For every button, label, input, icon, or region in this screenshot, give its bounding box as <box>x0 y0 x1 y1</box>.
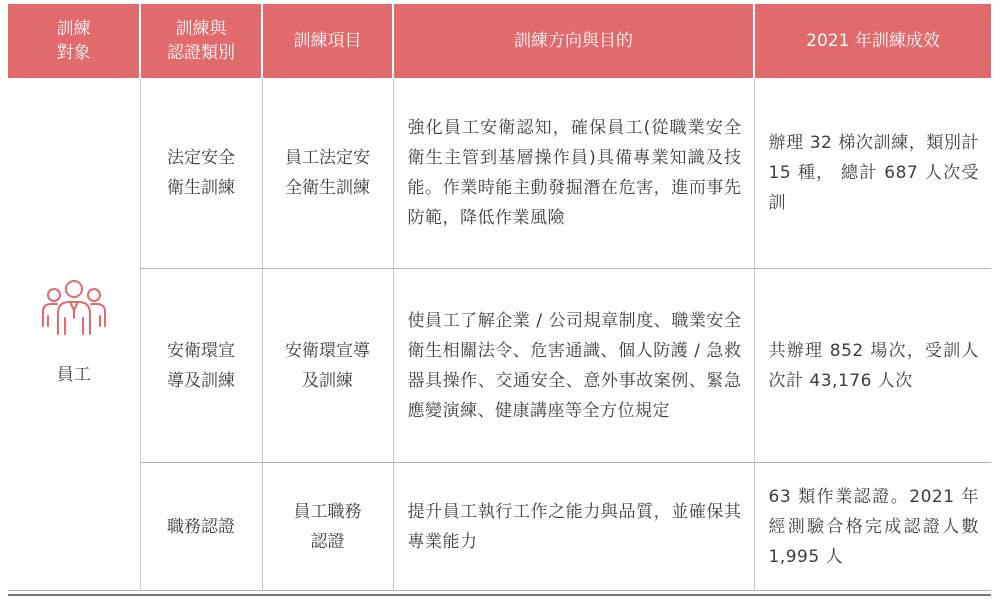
purpose-cell: 提升員工執行工作之能力與品質，並確保其專業能力 <box>393 463 754 591</box>
result-cell: 共辦理 852 場次，受訓人次計 43,176 人次 <box>754 269 991 463</box>
item-cell: 安衛環宣導 及訓練 <box>262 269 393 463</box>
category-cell: 法定安全 衛生訓練 <box>140 78 262 269</box>
table-header-row <box>8 4 991 78</box>
table-row <box>8 463 991 591</box>
result-cell: 辦理 32 梯次訓練，類別計 15 種， 總計 687 人次受訓 <box>754 78 991 269</box>
header-item: 訓練項目 <box>262 4 393 78</box>
people-group-icon <box>39 278 109 338</box>
training-table-container <box>8 4 991 596</box>
item-cell: 員工法定安 全衛生訓練 <box>262 78 393 269</box>
item-cell: 員工職務 認證 <box>262 463 393 591</box>
purpose-cell: 使員工了解企業 / 公司規章制度、職業安全衛生相關法令、危害通識、個人防護 / 急救器具操作、交通安全、意外事故案例、緊急應變演練、健康講座等全方位規定 <box>393 269 754 463</box>
category-cell: 職務認證 <box>140 463 262 591</box>
header-purpose: 訓練方向與目的 <box>393 4 754 78</box>
table-row <box>8 78 991 269</box>
table-bottom-border <box>8 594 991 596</box>
target-cell <box>8 78 140 591</box>
training-table <box>8 4 991 591</box>
target-label: 員工 <box>56 365 91 385</box>
purpose-cell: 強化員工安衛認知，確保員工(從職業安全衛生主管到基層操作員)具備專業知識及技能。作業時能主動發掘潛在危害，進而事先防範，降低作業風險 <box>393 78 754 269</box>
header-target: 訓練 對象 <box>8 4 140 78</box>
table-row <box>8 269 991 463</box>
header-result: 2021 年訓練成效 <box>754 4 991 78</box>
header-category: 訓練與 認證類別 <box>140 4 262 78</box>
result-cell: 63 類作業認證。2021 年經測驗合格完成認證人數 1,995 人 <box>754 463 991 591</box>
category-cell: 安衛環宣 導及訓練 <box>140 269 262 463</box>
